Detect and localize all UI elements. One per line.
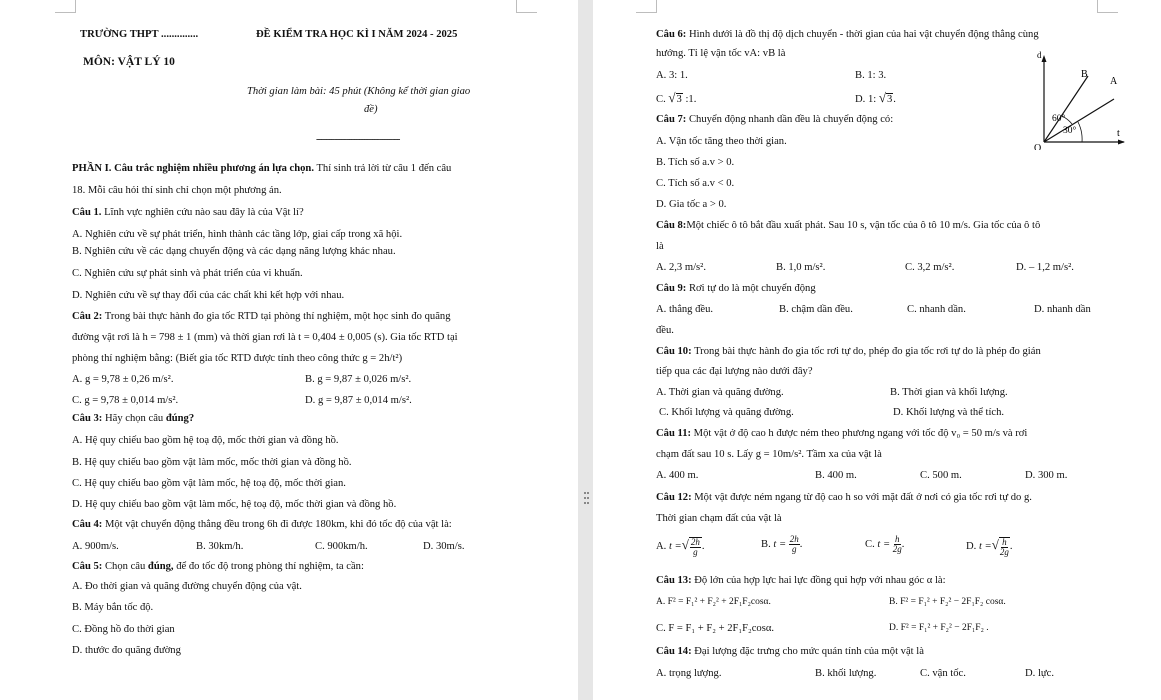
- angle-60-label: 60°: [1052, 114, 1066, 124]
- q11-stem: Câu 11: Một vật ở độ cao h được ném theo phương ngang với tốc độ v₀ = 50 m/s và rơi: [656, 428, 1028, 439]
- q11-stem-line2: chạm đất sau 10 s. Lấy g = 10m/s². Tầm xa của vật là: [656, 449, 882, 460]
- q14-option-b: B. khối lượng.: [815, 668, 877, 679]
- q13-option-b: B. F² = F₁² + F₂² − 2F₁F₂ cosα.: [889, 597, 1006, 607]
- q7-option-b: B. Tích số a.v > 0.: [656, 157, 735, 168]
- crop-mark: [1097, 0, 1118, 13]
- line-b-label: B: [1081, 69, 1088, 80]
- q5-option-c: C. Đồng hồ đo thời gian: [72, 624, 175, 635]
- q1-option-c: C. Nghiên cứu sự phát sinh và phát triển của vi khuẩn.: [72, 268, 303, 279]
- q12-stem: Câu 12: Một vật được ném ngang từ độ cao h so với mặt đất ở nơi có gia tốc rơi tự do g.: [656, 492, 1032, 503]
- q1-stem: Câu 1. Lĩnh vực nghiên cứu nào sau đây là của Vật lí?: [72, 207, 304, 218]
- q5-stem: Câu 5: Chọn câu đúng, để đo tốc độ trong phòng thí nghiệm, ta cần:: [72, 561, 364, 572]
- q13-option-d: D. F² = F₁² + F₂² − 2F₁F₂ .: [889, 623, 989, 633]
- divider: ---------------------------------: [316, 134, 400, 145]
- q1-option-a: A. Nghiên cứu về sự phát triển, hình thành các tầng lớp, giai cấp trong xã hội.: [72, 229, 403, 240]
- q14-option-c: C. vận tốc.: [920, 668, 966, 679]
- q9-stem: Câu 9: Rơi tự do là một chuyển động: [656, 283, 816, 294]
- document-page-right[interactable]: [593, 0, 1161, 700]
- q4-option-b: B. 30km/h.: [196, 541, 244, 552]
- q12-stem-line2: Thời gian chạm đất của vật là: [656, 513, 782, 524]
- q10-option-c: C. Khối lượng và quãng đường.: [659, 407, 794, 418]
- q8-option-c: C. 3,2 m/s².: [905, 262, 955, 273]
- crop-mark: [636, 0, 657, 13]
- q6-stem: Câu 6: Hình dưới là đồ thị độ dịch chuyển - thời gian của hai vật chuyển động thẳng cùng: [656, 29, 1039, 40]
- q13-stem: Câu 13: Độ lớn của hợp lực hai lực đồng qui hợp với nhau góc α là:: [656, 575, 946, 586]
- q2-option-b: B. g = 9,87 ± 0,026 m/s².: [305, 374, 412, 385]
- q14-option-d: D. lực.: [1025, 668, 1054, 679]
- q13-option-c: C. F = F₁ + F₂ + 2F₁F₂cosα.: [656, 623, 775, 634]
- q7-option-c: C. Tích số a.v < 0.: [656, 178, 735, 189]
- q8-option-b: B. 1,0 m/s².: [776, 262, 826, 273]
- q3-option-a: A. Hệ quy chiếu bao gồm hệ toạ độ, mốc thời gian và đồng hồ.: [72, 435, 339, 446]
- x-axis-arrow: [1118, 140, 1125, 145]
- q2-option-a: A. g = 9,78 ± 0,26 m/s².: [72, 374, 174, 385]
- q8-stem-line2: là: [656, 241, 664, 252]
- exam-title: ĐỀ KIỂM TRA HỌC KÌ I NĂM 2024 - 2025: [256, 29, 458, 40]
- q4-option-a: A. 900m/s.: [72, 541, 119, 552]
- q2-option-c: C. g = 9,78 ± 0,014 m/s².: [72, 395, 179, 406]
- q3-option-c: C. Hệ quy chiếu bao gồm vật làm mốc, hệ toạ độ, mốc thời gian.: [72, 478, 346, 489]
- q6-stem-line2: hướng. Tỉ lệ vận tốc vA: vB là: [656, 48, 786, 59]
- origin-label: O: [1034, 143, 1042, 150]
- q10-stem-line2: tiếp qua các đại lượng nào dưới đây?: [656, 366, 813, 377]
- q8-option-a: A. 2,3 m/s².: [656, 262, 706, 273]
- q7-option-a: A. Vận tốc tăng theo thời gian.: [656, 136, 787, 147]
- document-page-left[interactable]: [0, 0, 578, 700]
- q6-option-c: C. √3 :1.: [656, 90, 697, 105]
- time-note: Thời gian làm bài: 45 phút (Không kể thời gian giao: [247, 86, 471, 97]
- axis-label-d: d: [1037, 50, 1042, 60]
- q8-stem: Câu 8:Một chiếc ô tô bắt đầu xuất phát. Sau 10 s, vận tốc của ô tô 10 m/s. Gia tốc của ô tô: [656, 220, 1041, 231]
- q5-option-b: B. Máy bắn tốc độ.: [72, 602, 154, 613]
- q12-option-c: C. t = $\frac{h}{2g}$ .: [865, 534, 905, 555]
- q3-stem: Câu 3: Hãy chọn câu đúng?: [72, 413, 195, 424]
- q10-stem: Câu 10: Trong bài thực hành đo gia tốc rơi tự do, phép đo gia tốc rơi tự do là phép đo gián: [656, 346, 1041, 357]
- q7-stem: Câu 7: Chuyển động nhanh dần đều là chuyển động có:: [656, 114, 894, 125]
- time-note-cont: đề): [364, 104, 378, 115]
- q4-option-d: D. 30m/s.: [423, 541, 465, 552]
- axis-label-t: t: [1117, 128, 1120, 139]
- line-a-label: A: [1110, 76, 1118, 87]
- q11-option-a: A. 400 m.: [656, 470, 699, 481]
- school-name: TRƯỜNG THPT ..............: [80, 29, 199, 40]
- q3-option-d: D. Hệ quy chiếu bao gồm vật làm mốc, hệ toạ độ, mốc thời gian và đồng hồ.: [72, 499, 397, 510]
- q14-stem: Câu 14: Đại lượng đặc trưng cho mức quán tính của một vật là: [656, 646, 924, 657]
- q11-option-b: B. 400 m.: [815, 470, 857, 481]
- crop-mark: [55, 0, 76, 13]
- q13-option-a: A. F² = F₁² + F₂² + 2F₁F₂cosα.: [656, 597, 771, 607]
- q12-option-a: A. t =√ $\frac{2h}{g}$ .: [656, 536, 705, 557]
- q7-option-d: D. Gia tốc a > 0.: [656, 199, 727, 210]
- q6-option-b: B. 1: 3.: [855, 70, 887, 81]
- q12-option-d: D. t =√ $\frac{h}{2g}$ .: [966, 536, 1013, 557]
- q14-option-a: A. trọng lượng.: [656, 668, 722, 679]
- q11-option-d: D. 300 m.: [1025, 470, 1068, 481]
- crop-mark: [516, 0, 537, 13]
- y-axis-arrow: [1042, 55, 1047, 62]
- q10-option-d: D. Khối lượng và thể tích.: [893, 407, 1005, 418]
- q8-option-d: D. – 1,2 m/s².: [1016, 262, 1074, 273]
- q9-option-d-cont: đều.: [656, 325, 674, 336]
- q9-option-d: D. nhanh dần: [1034, 304, 1091, 315]
- drag-handle-icon[interactable]: [584, 492, 590, 507]
- q5-option-a: A. Đo thời gian và quãng đường chuyển động của vật.: [72, 581, 302, 592]
- q6-option-a: A. 3: 1.: [656, 70, 688, 81]
- q2-stem: Câu 2: Trong bài thực hành đo gia tốc RTD tại phòng thí nghiệm, một học sinh đo quãng: [72, 311, 451, 322]
- q10-option-a: A. Thời gian và quãng đường.: [656, 387, 784, 398]
- q3-option-b: B. Hệ quy chiếu bao gồm vật làm mốc, mốc thời gian và đồng hồ.: [72, 457, 352, 468]
- q9-option-c: C. nhanh dần.: [907, 304, 966, 315]
- q4-stem: Câu 4: Một vật chuyển động thẳng đều trong 6h đi được 180km, khi đó tốc độ của vật là:: [72, 519, 452, 530]
- q12-option-b: B. t = $\frac{2h}{g}$ .: [761, 534, 803, 555]
- q9-option-a: A. thẳng đều.: [656, 304, 714, 315]
- q10-option-b: B. Thời gian và khối lượng.: [890, 387, 1008, 398]
- subject-title: MÔN: VẬT LÝ 10: [83, 56, 175, 68]
- angle-arc-30: [1078, 122, 1082, 142]
- angle-30-label: 30°: [1063, 126, 1077, 136]
- q2-stem-line2: đường vật rơi là h = 798 ± 1 (mm) và thời gian rơi là t = 0,404 ± 0,005 (s). Gia tốc RTD tại: [72, 332, 458, 343]
- q9-option-b: B. chậm dần đều.: [779, 304, 853, 315]
- q4-option-c: C. 900km/h.: [315, 541, 368, 552]
- q1-option-b: B. Nghiên cứu về các dạng chuyển động và các dạng năng lượng khác nhau.: [72, 246, 396, 257]
- displacement-time-graph: [1026, 50, 1126, 150]
- q6-option-d: D. 1: √3.: [855, 90, 896, 105]
- q2-option-d: D. g = 9,87 ± 0,014 m/s².: [305, 395, 412, 406]
- part1-heading: PHẦN I. Câu trắc nghiệm nhiều phương án lựa chọn. Thí sinh trả lời từ câu 1 đến câu: [72, 163, 452, 174]
- part1-heading-line2: 18. Mỗi câu hỏi thí sinh chỉ chọn một phương án.: [72, 185, 282, 196]
- q1-option-d: D. Nghiên cứu về sự thay đổi của các chất khi kết hợp với nhau.: [72, 290, 345, 301]
- q11-option-c: C. 500 m.: [920, 470, 962, 481]
- q2-stem-line3: phòng thí nghiệm bằng: (Biết gia tốc RTD được tính theo công thức g = 2h/t²): [72, 353, 403, 364]
- q5-option-d: D. thước đo quãng đường: [72, 645, 181, 656]
